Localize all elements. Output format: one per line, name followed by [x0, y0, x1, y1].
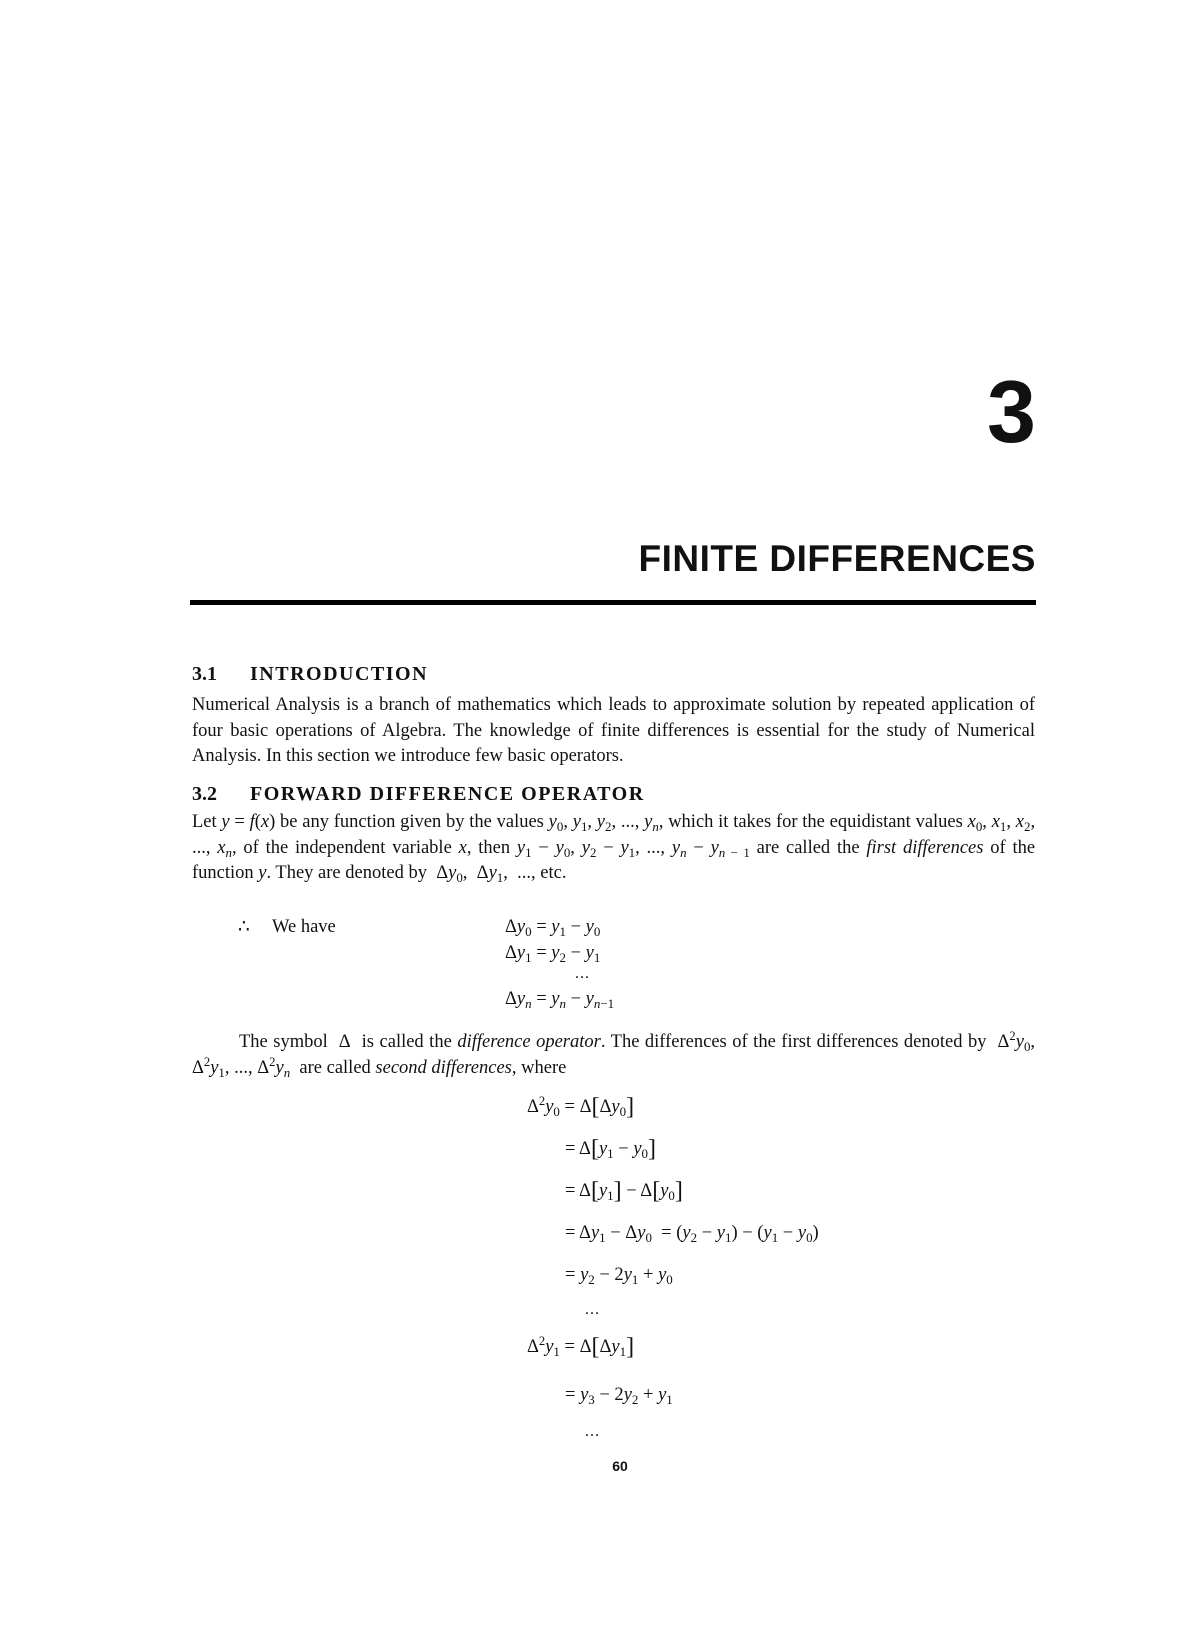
section-title: FORWARD DIFFERENCE OPERATOR — [250, 783, 645, 805]
second-diff-paragraph: The symbol Δ is called the difference operator. The differences of the first differences denoted by $\Delta^2y_0$, $\Delta^2y_1$, ..., $\Delta^2y_n$ are called second differences, where — [192, 1029, 1036, 1080]
equation-first-diff-1: $\Delta y_1 = y_2 - y_1$ — [505, 943, 601, 965]
emphasis-first-differences: first differences — [866, 837, 984, 858]
ellipsis: ... — [575, 965, 590, 982]
equation-step-1: = $\Delta[y_1 - y_0]$ — [565, 1136, 656, 1162]
intro-paragraph — [192, 693, 1035, 770]
emphasis-difference-operator: difference operator — [457, 1032, 601, 1052]
equation-step-4: = $y_2 - 2y_1 + y_0$ — [565, 1265, 673, 1287]
section-number: 3.2 — [192, 783, 217, 805]
chapter-title: FINITE DIFFERENCES — [638, 538, 1036, 579]
we-have-label: We have — [272, 917, 336, 937]
section-number: 3.1 — [192, 663, 217, 685]
page-number: 60 — [612, 1458, 628, 1474]
equation-first-diff-0: $\Delta y_0 = y_1 - y_0$ — [505, 917, 601, 939]
chapter-number: 3 — [987, 362, 1036, 461]
equation-step-3: = $\Delta y_1 - \Delta y_0 = (y_2 - y_1) - (y_1 - y_0)$ — [565, 1223, 819, 1245]
forward-paragraph: Let y = f(x) be any function given by the values $y_0$, $y_1$, $y_2$, ..., $y_n$, which it takes for the equidistant values $x_0$, $x_1$, $x_2$, ..., $x_n$, of the independent variable x, then $y_1 - y_0$, $y_2 - y_1$, ..., $y_n - y_{n - 1}$ are called the first differences of the function y. They are denoted by $\Delta y_0$, $\Delta y_1$, ..., etc. — [192, 812, 1036, 885]
equation-second-diff-1: $\Delta^2y_1 = \Delta[\Delta y_1]$ — [527, 1334, 635, 1360]
emphasis-second-differences: second differences — [375, 1057, 512, 1078]
equation-step-5: = $y_3 - 2y_2 + y_1$ — [565, 1385, 673, 1407]
equation-first-diff-n: $\Delta y_n = y_n - y_{n-1}$ — [505, 989, 615, 1011]
ellipsis: ... — [585, 1301, 600, 1318]
section-title: INTRODUCTION — [250, 663, 429, 685]
ellipsis: ... — [585, 1423, 600, 1440]
equation-step-2: = $\Delta[y_1] - \Delta[y_0]$ — [565, 1178, 683, 1204]
intro-text: Numerical Analysis is a branch of mathematics which leads to approximate solution by repeated application of four basic operations of Algebra. The knowledge of finite differences is essential for the study of Numerical Analysis. In this section we introduce few basic operators. — [192, 695, 1035, 766]
title-rule — [190, 600, 1036, 605]
therefore-symbol: ∴ — [238, 917, 250, 937]
equation-second-diff-0: $\Delta^2y_0 = \Delta[\Delta y_0]$ — [527, 1094, 635, 1120]
